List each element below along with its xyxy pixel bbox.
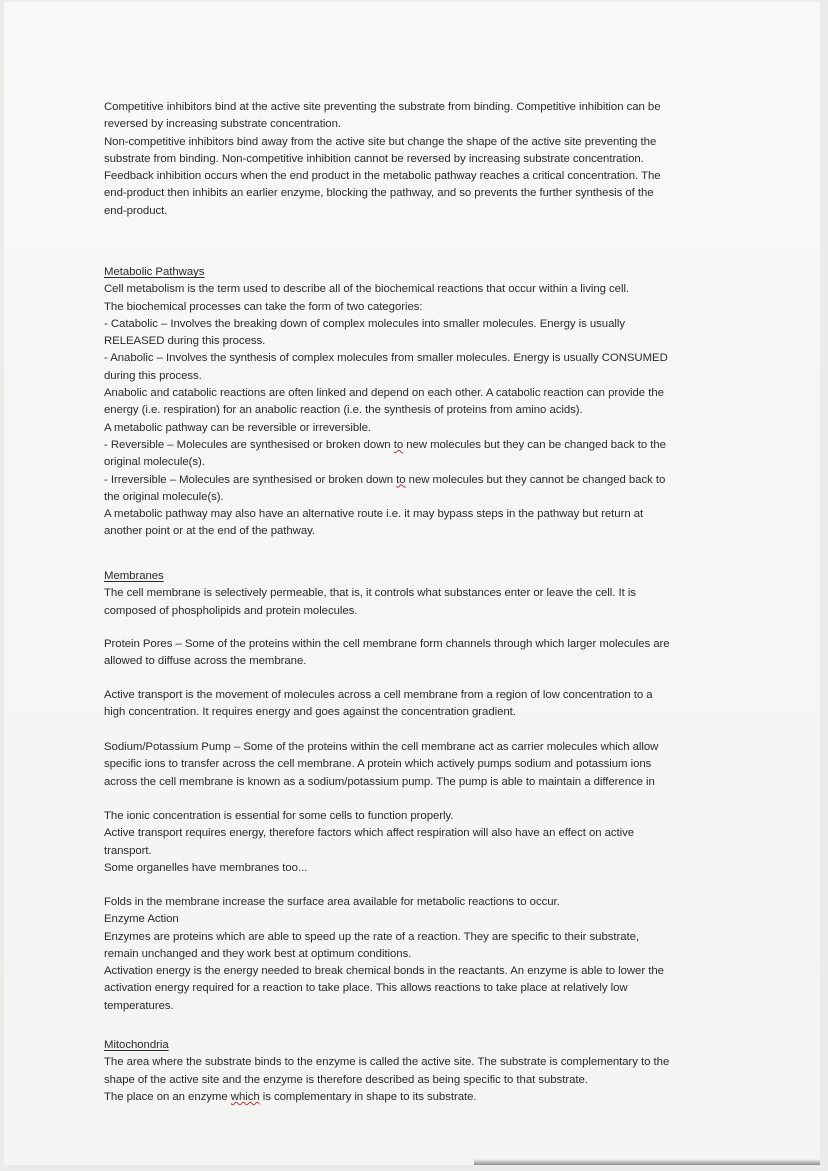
- page-edge-shadow: [474, 1159, 820, 1165]
- text-line: [104, 1089, 734, 1106]
- text-line: The biochemical processes can take the form of two categories:: [104, 300, 423, 313]
- text-fragment: The place on an enzyme: [104, 1090, 231, 1103]
- text-line: composed of phospholipids and protein molecules.: [104, 604, 358, 617]
- text-line: specific ions to transfer across the cell membrane. A protein which actively pumps sodium and potassium ions: [104, 758, 652, 771]
- text-line: Folds in the membrane increase the surface area available for metabolic reactions to occur.: [104, 896, 560, 908]
- text-fragment: new molecules but they can be changed back to the: [403, 438, 666, 451]
- section-heading: Enzyme Action: [104, 913, 179, 926]
- text-line: Competitive inhibitors bind at the active site preventing the substrate from binding. Competitive inhibition can be: [104, 101, 661, 113]
- text-line: - Catabolic – Involves the breaking down of complex molecules into smaller molecules. Energy is usually: [104, 317, 625, 330]
- text-line: Sodium/Potassium Pump – Some of the proteins within the cell membrane act as carrier molecules which allow: [104, 741, 659, 753]
- text-line: A metabolic pathway may also have an alternative route i.e. it may bypass steps in the pathway but return at: [104, 508, 644, 521]
- text-line: The area where the substrate binds to the enzyme is called the active site. The substrate is complementary to the: [104, 1056, 670, 1069]
- text-line: high concentration. It requires energy and goes against the concentration gradient.: [104, 706, 516, 719]
- text-line: Some organelles have membranes too...: [104, 861, 308, 874]
- text-line: energy (i.e. respiration) for an anabolic reaction (i.e. the synthesis of proteins from amino acids).: [104, 404, 583, 417]
- text-line: Feedback inhibition occurs when the end product in the metabolic pathway reaches a critical concentration. The: [104, 170, 661, 183]
- section-heading: Membranes: [104, 570, 164, 582]
- section-heading: Mitochondria: [104, 1039, 169, 1051]
- text-line: allowed to diffuse across the membrane.: [104, 655, 307, 668]
- text-line: Active transport requires energy, therefore factors which affect respiration will also have an effect on active: [104, 827, 635, 840]
- protein-pores-paragraph: [104, 636, 734, 671]
- text-line: Cell metabolism is the term used to describe all of the biochemical reactions that occur within a living cell.: [104, 283, 630, 296]
- text-line: temperatures.: [104, 999, 174, 1012]
- text-line: substrate from binding. Non-competitive inhibition cannot be reversed by increasing substrate concentration.: [104, 152, 644, 165]
- text-line: Active transport is the movement of molecules across a cell membrane from a region of low concentration to a: [104, 689, 653, 701]
- text-line: during this process.: [104, 369, 202, 382]
- spelling-mark: to: [393, 438, 404, 451]
- text-line: end-product.: [104, 204, 168, 217]
- text-line: across the cell membrane is known as a sodium/potassium pump. The pump is able to maintain a difference in: [104, 775, 655, 788]
- text-line: original molecule(s).: [104, 456, 205, 469]
- mitochondria-section: [104, 1037, 734, 1106]
- text-line: shape of the active site and the enzyme is therefore described as being specific to that substrate.: [104, 1073, 588, 1086]
- enzyme-action-section: [104, 894, 734, 1015]
- text-line: another point or at the end of the pathway.: [104, 525, 316, 538]
- text-line: Activation energy is the energy needed to break chemical bonds in the reactants. An enzyme is able to lower the: [104, 965, 664, 978]
- membranes-section: [104, 568, 734, 620]
- text-line: the original molecule(s).: [104, 490, 224, 503]
- text-line: Anabolic and catabolic reactions are often linked and depend on each other. A catabolic reaction can provide the: [104, 387, 664, 400]
- sodium-potassium-pump-paragraph: [104, 739, 734, 791]
- text-line: The cell membrane is selectively permeable, that is, it controls what substances enter or leave the cell. It is: [104, 587, 636, 600]
- text-fragment: is complementary in shape to its substrate.: [259, 1090, 477, 1103]
- text-line: RELEASED during this process.: [104, 335, 266, 348]
- text-fragment: - Reversible – Molecules are synthesised or broken down: [104, 438, 394, 451]
- text-line: Protein Pores – Some of the proteins within the cell membrane form channels through which larger molecules are: [104, 638, 670, 650]
- text-line: Enzymes are proteins which are able to speed up the rate of a reaction. They are specific to their substrate,: [104, 930, 640, 943]
- text-fragment: - Irreversible – Molecules are synthesised or broken down: [104, 473, 397, 486]
- spelling-mark: to: [396, 473, 406, 486]
- text-line: The ionic concentration is essential for some cells to function properly.: [104, 810, 454, 822]
- text-line: activation energy required for a reaction to take place. This allows reactions to take place at relatively low: [104, 982, 628, 995]
- inhibition-section: [104, 99, 734, 220]
- text-line: A metabolic pathway can be reversible or irreversible.: [104, 421, 372, 434]
- text-line: transport.: [104, 844, 152, 857]
- ionic-concentration-paragraph: [104, 808, 734, 877]
- metabolic-pathways-section: [104, 264, 734, 541]
- text-line: reversed by increasing substrate concentration.: [104, 118, 341, 131]
- text-line: end-product then inhibits an earlier enzyme, blocking the pathway, and so prevents the further synthesis of the: [104, 187, 654, 200]
- text-line: Non-competitive inhibitors bind away from the active site but change the shape of the active site preventing the: [104, 135, 657, 148]
- document-page: [4, 2, 820, 1165]
- text-line: [104, 472, 734, 489]
- section-heading: Metabolic Pathways: [104, 266, 205, 278]
- text-fragment: new molecules but they cannot be changed back to: [405, 473, 666, 486]
- text-line: - Anabolic – Involves the synthesis of complex molecules from smaller molecules. Energy is usually CONSUMED: [104, 352, 668, 365]
- spelling-mark: which: [230, 1090, 260, 1103]
- text-line: remain unchanged and they work best at optimum conditions.: [104, 947, 412, 960]
- text-line: [104, 437, 734, 454]
- active-transport-paragraph: [104, 687, 734, 722]
